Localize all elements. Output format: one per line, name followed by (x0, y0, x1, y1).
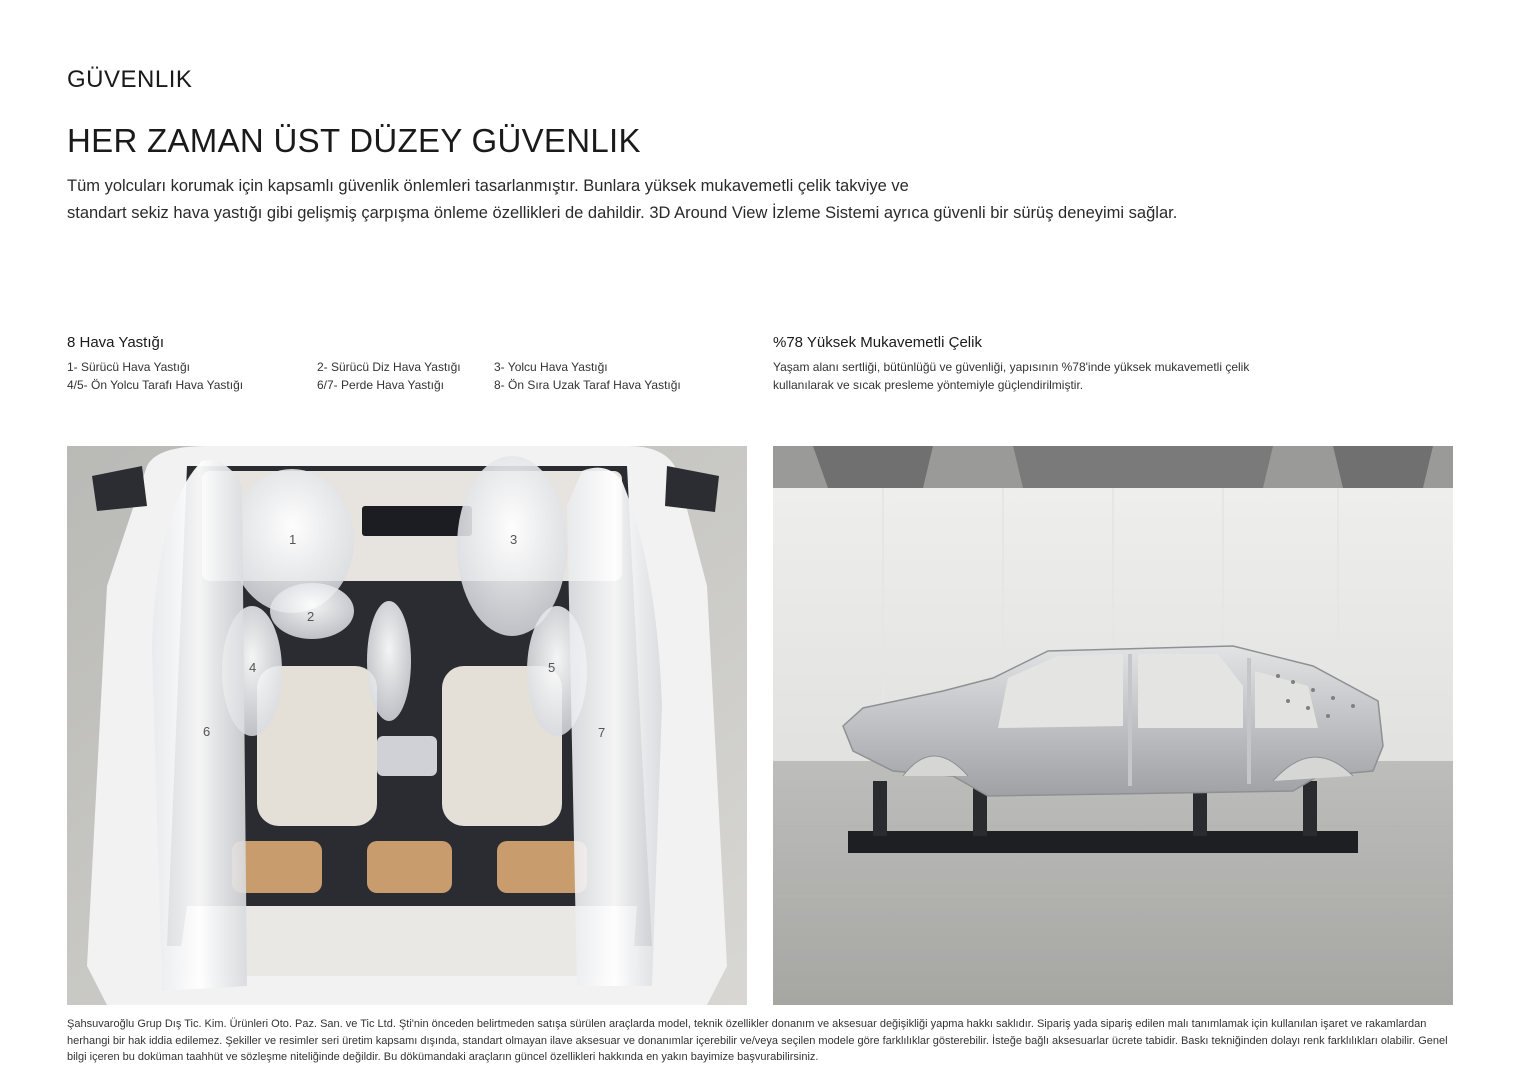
airbag-item: 1- Sürücü Hava Yastığı (67, 360, 190, 374)
intro-paragraph (67, 173, 1367, 227)
airbag-label-5: 5 (548, 660, 556, 675)
airbags-title: 8 Hava Yastığı (67, 334, 165, 351)
intro-line: standart sekiz hava yastığı gibi gelişmiş çarpışma önleme özellikleri de dahildir. 3D Around View İzleme Sistemi ayrıca güvenli bir sürüş deneyimi sağlar. (67, 204, 1178, 222)
airbag-label-1: 1 (289, 532, 297, 547)
airbag-label-7: 7 (598, 725, 606, 740)
steel-title: %78 Yüksek Mukavemetli Çelik (773, 334, 982, 351)
airbag-item: 3- Yolcu Hava Yastığı (494, 360, 608, 374)
airbag-item: 8- Ön Sıra Uzak Taraf Hava Yastığı (494, 378, 681, 392)
airbag-label-6: 6 (203, 724, 211, 739)
section-label: GÜVENLIK (67, 66, 193, 93)
airbag-label-4: 4 (249, 660, 257, 675)
airbag-label-2: 2 (307, 609, 315, 624)
airbag-item: 4/5- Ön Yolcu Tarafı Hava Yastığı (67, 378, 244, 392)
page-headline: HER ZAMAN ÜST DÜZEY GÜVENLIK (67, 122, 641, 159)
legal-disclaimer: Şahsuvaroğlu Grup Dış Tic. Kim. Ürünleri Oto. Paz. San. ve Tic Ltd. Şti'nin önceden belirtmeden satışa sürülen araçlarda model, teknik özellikler donanım ve aksesuar değişikliği yapma hakkı saklıdır. Sipariş yada sipariş edilen malı tanımlamak için kullanılan işaret ve rakamlardan herhangi bir hak iddia edilemez. Şekiller ve resimler seri üretim kapsamı dışında, standart olmayan ilave aksesuar ve donanımlar içerebilir ve/veya seçilen modele göre farklılıklar gösterebilir. İsteğe bağlı aksesuarlar ücrete tabidir. Baskı tekniğinden dolayı renk farklılıkları olabilir. Genel bilgi içeren bu doküman taahhüt ve sözleşme niteliğinde değildir. Bu dökümandaki araçların güncel özellikleri hakkında en yakın bayimize başvurabilirsiniz. (67, 1018, 1448, 1063)
airbag-illustration (67, 446, 747, 1005)
airbag-item: 6/7- Perde Hava Yastığı (317, 378, 444, 392)
steel-line: kullanılarak ve sıcak presleme yöntemiyle güçlendirilmiştir. (773, 378, 1084, 392)
airbag-label-3: 3 (510, 532, 518, 547)
intro-line: Tüm yolcuları korumak için kapsamlı güvenlik önlemleri tasarlanmıştır. Bunlara yüksek mukavemetli çelik takviye ve (67, 177, 909, 195)
airbag-item: 2- Sürücü Diz Hava Yastığı (317, 360, 461, 374)
steel-line: Yaşam alanı sertliği, bütünlüğü ve güvenliği, yapısının %78'inde yüksek mukavemetli çelik (773, 360, 1250, 374)
steel-body-illustration (773, 446, 1453, 1005)
